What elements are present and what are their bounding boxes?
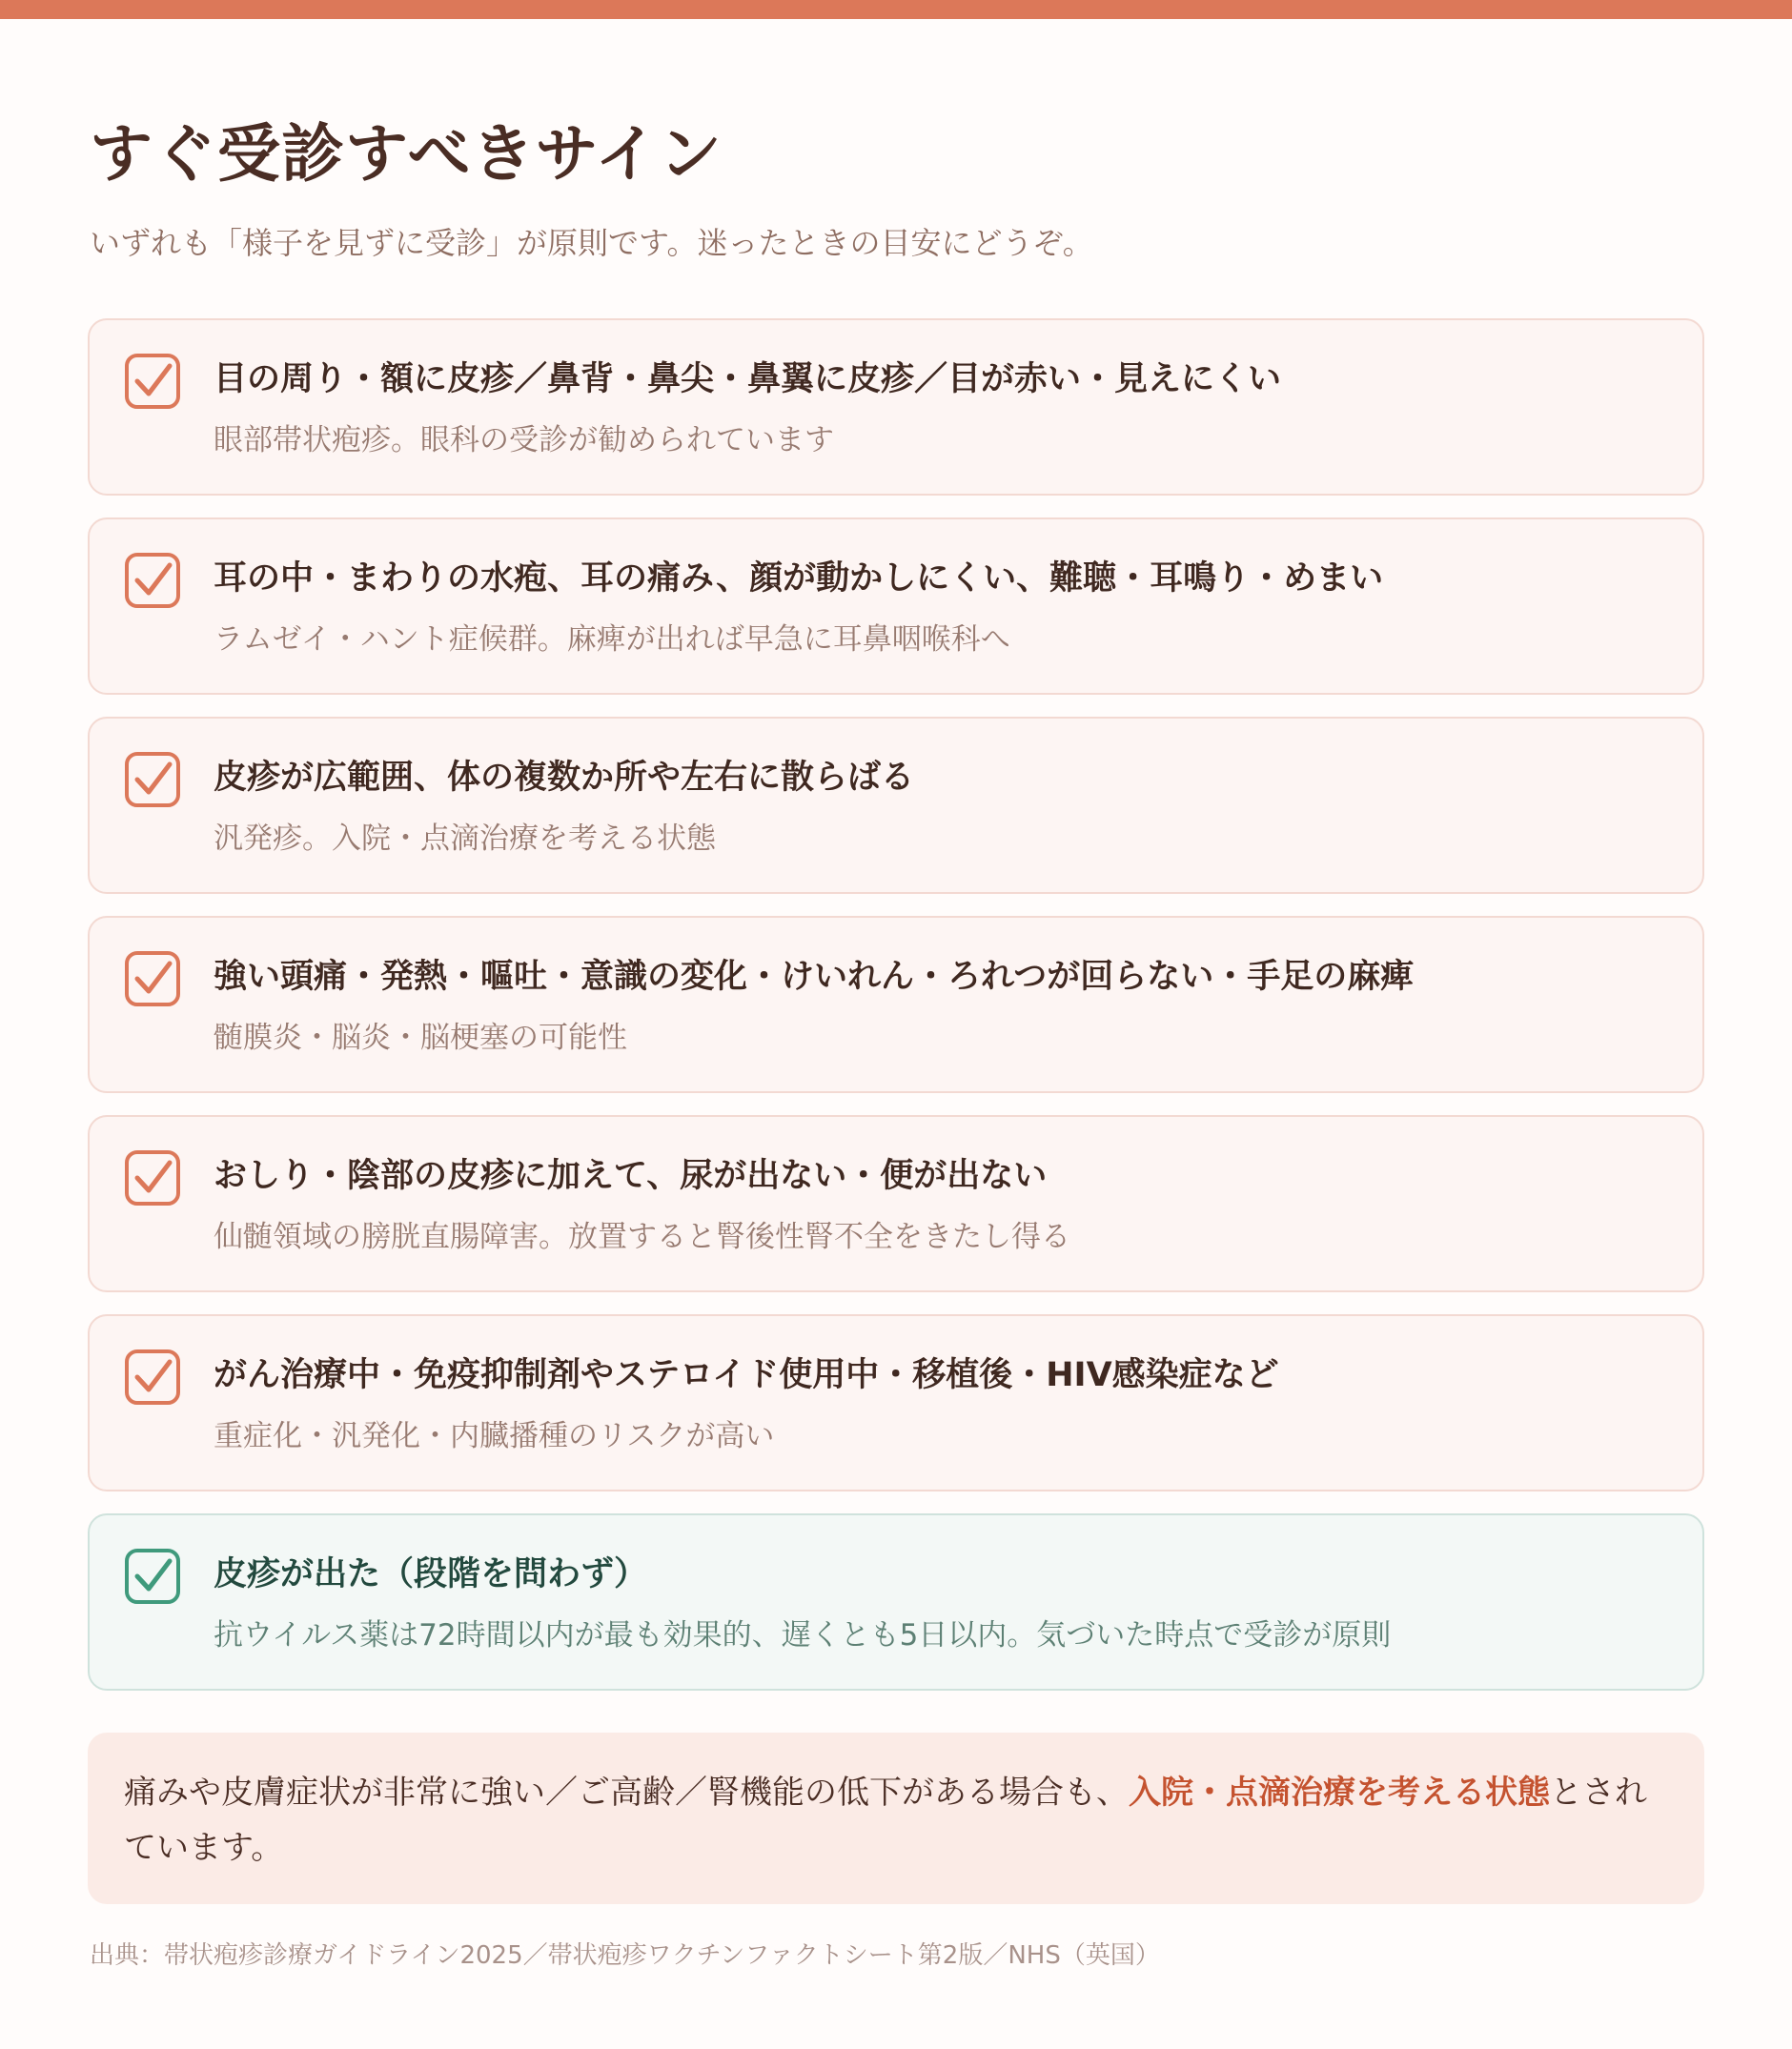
checkbox-checked-icon bbox=[124, 950, 181, 1007]
checkbox-checked-icon bbox=[124, 1548, 181, 1605]
sign-note: 仙髄領域の膀胱直腸障害。放置すると腎後性腎不全をきたし得る bbox=[214, 1220, 1070, 1254]
sign-card-any-rash bbox=[88, 1513, 1704, 1691]
sign-card-immunocompromised bbox=[88, 1314, 1704, 1491]
sign-title: 強い頭痛・発熱・嘔吐・意識の変化・けいれん・ろれつが回らない・手足の麻痺 bbox=[214, 958, 1415, 996]
sign-title: 耳の中・まわりの水疱、耳の痛み、顔が動かしにくい、難聴・耳鳴り・めまい bbox=[214, 559, 1384, 598]
sign-card-neurological bbox=[88, 916, 1704, 1093]
sign-card-bladder-bowel bbox=[88, 1115, 1704, 1292]
page-title: すぐ受診すべきサイン bbox=[90, 117, 723, 191]
sign-title: 目の周り・額に皮疹／鼻背・鼻尖・鼻翼に皮疹／目が赤い・見えにくい bbox=[214, 360, 1282, 398]
sign-card-eye bbox=[88, 318, 1704, 496]
checkbox-checked-icon bbox=[124, 751, 181, 808]
note-text-after: とされています。 bbox=[124, 1774, 1647, 1867]
sign-title: 皮疹が広範囲、体の複数か所や左右に散らばる bbox=[214, 759, 915, 797]
sign-title: 皮疹が出た（段階を問わず） bbox=[214, 1555, 648, 1593]
sign-title: がん治療中・免疫抑制剤やステロイド使用中・移植後・HIV感染症など bbox=[214, 1356, 1279, 1394]
checkbox-checked-icon bbox=[124, 552, 181, 609]
sign-title: おしり・陰部の皮疹に加えて、尿が出ない・便が出ない bbox=[214, 1157, 1048, 1195]
source-citation: 出典：帯状疱疹診療ガイドライン2025／帯状疱疹ワクチンファクトシート第2版／NHS（英国） bbox=[90, 1941, 1160, 1970]
sign-card-widespread-rash bbox=[88, 717, 1704, 894]
sign-note: 眼部帯状疱疹。眼科の受診が勧められています bbox=[214, 423, 834, 457]
sign-card-ear bbox=[88, 517, 1704, 695]
page-subtitle: いずれも「様子を見ずに受診」が原則です。迷ったときの目安にどうぞ。 bbox=[90, 225, 1093, 261]
checkbox-checked-icon bbox=[124, 353, 181, 410]
note-box bbox=[88, 1733, 1704, 1904]
sign-note: 髄膜炎・脳炎・脳梗塞の可能性 bbox=[214, 1021, 627, 1055]
sign-note: 重症化・汎発化・内臓播種のリスクが高い bbox=[214, 1419, 775, 1453]
sign-note: ラムゼイ・ハント症候群。麻痺が出れば早急に耳鼻咽喉科へ bbox=[214, 622, 1010, 657]
warning-signs-list bbox=[88, 318, 1704, 1713]
note-text-before: 痛みや皮膚症状が非常に強い／ご高齢／腎機能の低下がある場合も、 bbox=[124, 1774, 1129, 1812]
note-highlight: 入院・点滴治療を考える状態 bbox=[1129, 1774, 1550, 1812]
top-accent-bar bbox=[0, 0, 1792, 19]
sign-note: 汎発疹。入院・点滴治療を考える状態 bbox=[214, 822, 716, 856]
checkbox-checked-icon bbox=[124, 1149, 181, 1207]
sign-note: 抗ウイルス薬は72時間以内が最も効果的、遅くとも5日以内。気づいた時点で受診が原則 bbox=[214, 1618, 1392, 1653]
checkbox-checked-icon bbox=[124, 1349, 181, 1406]
